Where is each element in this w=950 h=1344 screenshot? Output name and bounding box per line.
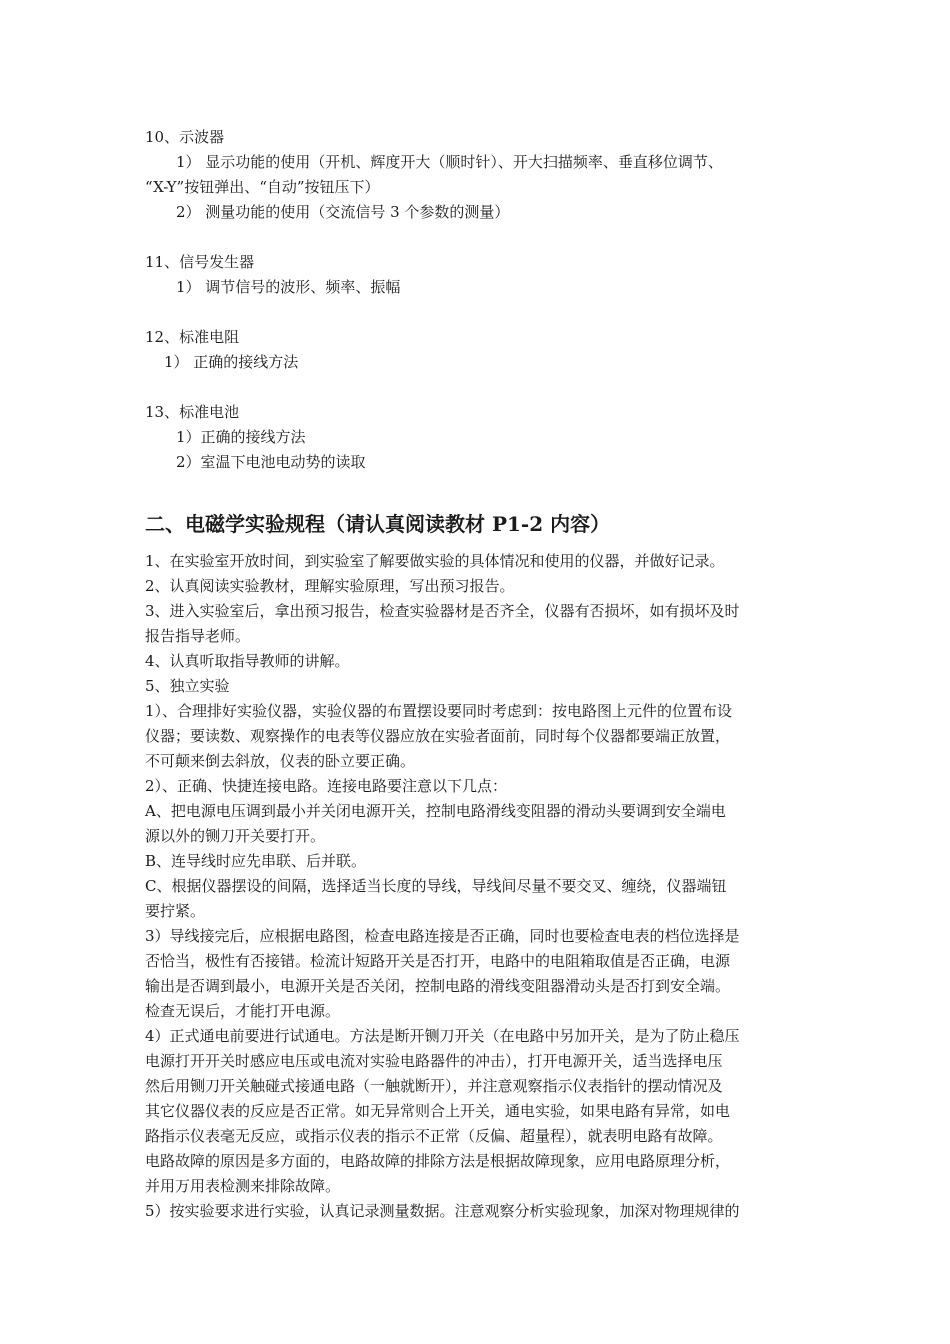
body-line: 3）导线接完后，应根据电路图，检查电路连接是否正确，同时也要检查电表的档位选择是 [145, 927, 740, 945]
body-line: 检查无误后，才能打开电源。 [145, 1002, 341, 1020]
section-10-item-1-line-1: 1） 显示功能的使用（开机、辉度开大（顺时针）、开大扫描频率、垂直移位调节、 [176, 153, 723, 171]
body-line: B、连导线时应先串联、后并联。 [145, 852, 367, 870]
section-12-item-1: 1） 正确的接线方法 [164, 353, 299, 371]
body-line: 5、独立实验 [145, 677, 230, 695]
section-11-item-1: 1） 调节信号的波形、频率、振幅 [176, 278, 401, 296]
body-line: 3、进入实验室后，拿出预习报告，检查实验器材是否齐全，仪器有否损坏，如有损坏及时 [145, 602, 740, 620]
section-11-title: 11、信号发生器 [145, 253, 255, 271]
section-12-title: 12、标准电阻 [145, 328, 240, 346]
body-line: 输出是否调到最小，电源开关是否关闭，控制电路的滑线变阻器滑动头是否打到安全端。 [145, 977, 731, 995]
body-line: 源以外的铡刀开关要打开。 [145, 827, 326, 845]
body-line: 4、认真听取指导教师的讲解。 [145, 652, 350, 670]
body-line: 仪器；要读数、观察操作的电表等仪器应放在实验者面前，同时每个仪器都要端正放置， [145, 727, 731, 745]
body-line: 要拧紧。 [145, 902, 206, 920]
body-line: 否恰当，极性有否接错。检流计短路开关是否打开，电路中的电阻箱取值是否正确，电源 [145, 952, 731, 970]
section-10-item-2: 2） 测量功能的使用（交流信号 3 个参数的测量） [176, 203, 510, 221]
body-line: 路指示仪表毫无反应，或指示仪表的指示不正常（反偏、超量程），就表明电路有故障。 [145, 1127, 723, 1145]
body-line: 电源打开开关时感应电压或电流对实验电路器件的冲击），打开电源开关，适当选择电压 [145, 1052, 723, 1070]
body-line: 不可颠来倒去斜放，仪表的卧立要正确。 [145, 752, 416, 770]
body-line: 1）、合理排好实验仪器，实验仪器的布置摆设要同时考虑到：按电路图上元件的位置布设 [145, 702, 733, 720]
body-line: 然后用铡刀开关触碰式接通电路（一触就断开），并注意观察指示仪表指针的摆动情况及 [145, 1077, 723, 1095]
body-line: A、把电源电压调到最小并关闭电源开关，控制电路滑线变阻器的滑动头要调到安全端电 [145, 802, 726, 820]
body-line: 其它仪器仪表的反应是否正常。如无异常则合上开关，通电实验，如果电路有异常，如电 [145, 1102, 731, 1120]
section-10-item-1-line-2: “X-Y”按钮弹出、“自动”按钮压下） [145, 178, 380, 196]
body-line: 1、在实验室开放时间，到实验室了解要做实验的具体情况和使用的仪器，并做好记录。 [145, 552, 725, 570]
section-13-item-1: 1）正确的接线方法 [176, 428, 306, 446]
body-line: 电路故障的原因是多方面的，电路故障的排除方法是根据故障现象，应用电路原理分析， [145, 1152, 731, 1170]
section-10-title: 10、示波器 [145, 128, 225, 146]
body-line: 2、认真阅读实验教材，理解实验原理，写出预习报告。 [145, 577, 515, 595]
body-line: 并用万用表检测来排除故障。 [145, 1177, 341, 1195]
section-2-heading: 二、电磁学实验规程（请认真阅读教材 P1-2 内容） [145, 512, 611, 536]
body-line: 2）、正确、快捷连接电路。连接电路要注意以下几点： [145, 777, 508, 795]
body-line: 报告指导老师。 [145, 627, 251, 645]
section-13-item-2: 2）室温下电池电动势的读取 [176, 453, 366, 471]
body-line: C、根据仪器摆设的间隔，选择适当长度的导线，导线间尽量不要交叉、缠绕，仪器端钮 [145, 877, 727, 895]
section-13-title: 13、标准电池 [145, 403, 240, 421]
body-line: 5）按实验要求进行实验，认真记录测量数据。注意观察分析实验现象，加深对物理规律的 [145, 1202, 740, 1220]
body-line: 4）正式通电前要进行试通电。方法是断开铡刀开关（在电路中另加开关，是为了防止稳压 [145, 1027, 740, 1045]
